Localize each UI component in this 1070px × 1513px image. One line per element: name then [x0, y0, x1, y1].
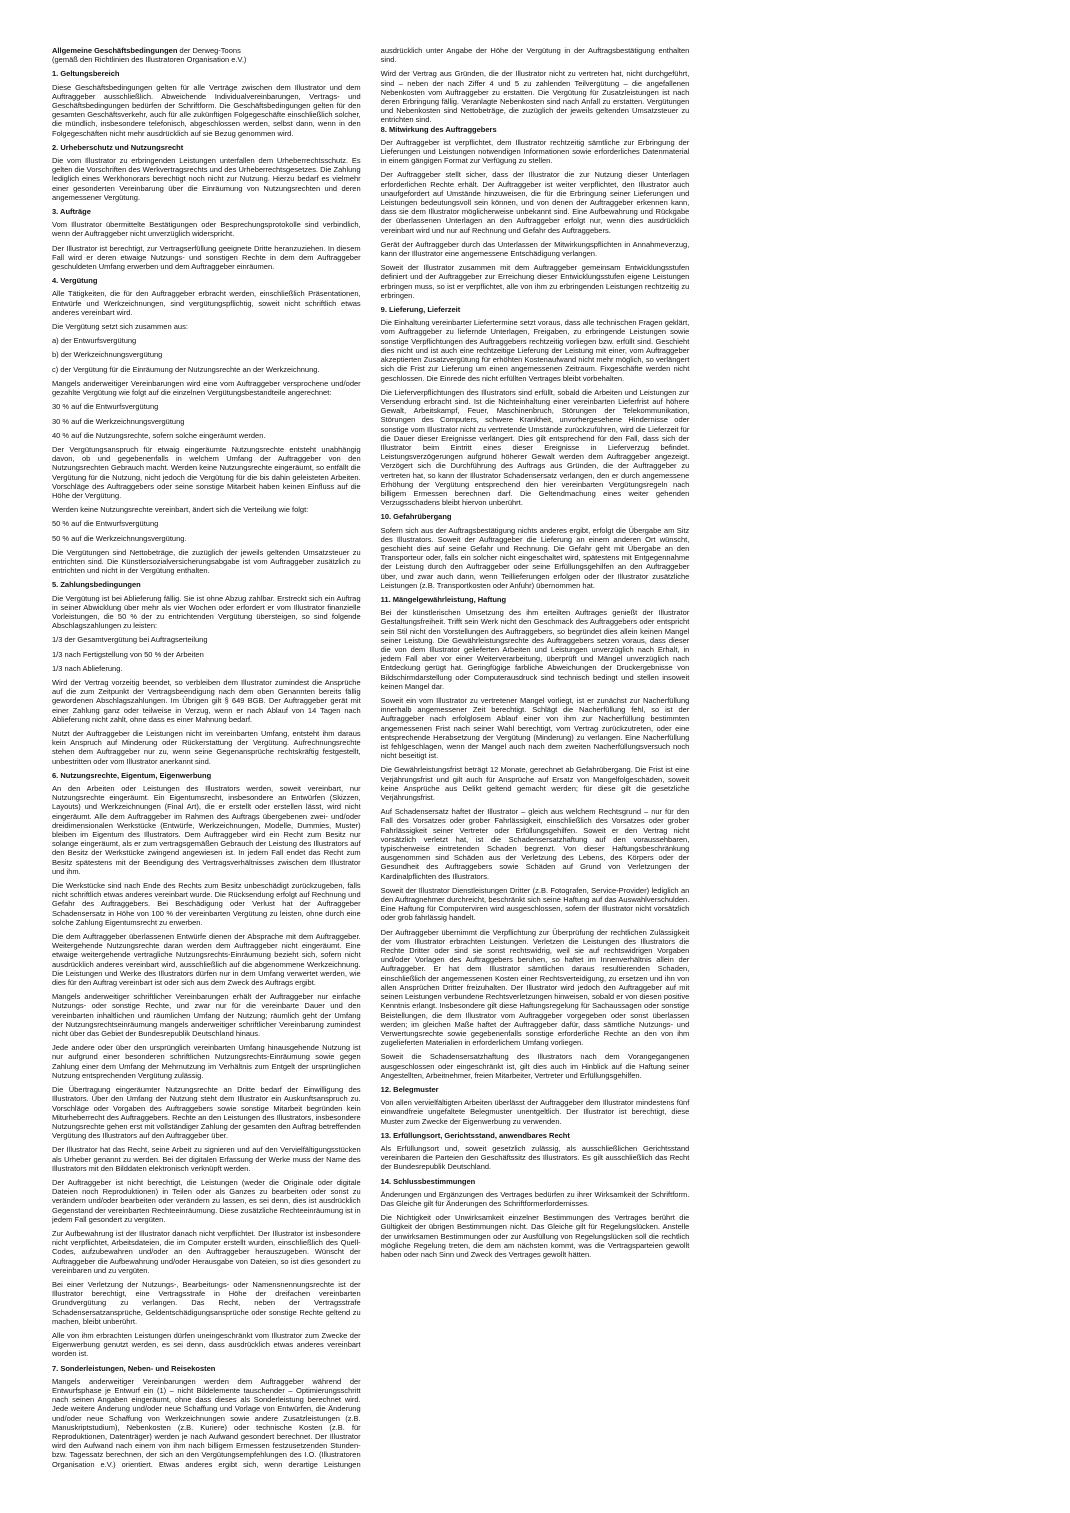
section-heading: 12. Belegmuster: [380, 1084, 439, 1094]
section-paragraph: Soweit ein vom Illustrator zu vertretener Mangel vorliegt, ist er zunächst zur Nacherfüllung innerhalb angemessener Zeit berechtigt. Schlägt die Nacherfüllung fehl, so ist der Auftraggeber nach erfolglosem Ablauf einer von ihm zur Nacherfüllung bestimmten angemessenen Frist nach seiner Wahl berechtigt, vom Vertrag zurückzutreten, oder eine entsprechende Herabsetzung der Vergütung (Minderung) zu verlangen. Eine Nacherfüllung ist fehlgeschlagen, wenn der Mangel auch nach dem zweiten Nacherfüllungsversuch noch nicht beseitigt ist.: [380, 696, 690, 761]
section-paragraph: Die Einhaltung vereinbarter Liefertermine setzt voraus, dass alle technischen Fragen geklärt, vom Auftraggeber zu liefernde Unterlagen, Freigaben, zu erbringende Leistungen sowie sonstige Verpflichtungen des Auftraggebers rechtzeitig vorliegen bzw. erfüllt sind. Geschieht dies nicht und ist auch eine rechtzeitige Lieferung der Leistung mit einer, vom Auftraggeber akzeptierten Zusatzvergütung für erhöhten Kostenaufwand nicht mehr möglich, so verlängert sich die Frist zur Lieferung um einen angemessenen Zeitraum. Fixgeschäfte werden nicht geschlossen. Die Einrede des nicht erfüllten Vertrages bleibt vorbehalten.: [380, 318, 690, 383]
section-paragraph: 30 % auf die Entwurfsvergütung: [52, 402, 159, 412]
document-title-main: Allgemeine Geschäftsbedingungen: [52, 46, 178, 55]
document-title-suffix: der Derweg-Toons: [179, 46, 241, 55]
section-heading: 9. Lieferung, Lieferzeit: [380, 305, 461, 315]
section: [381, 595, 690, 1080]
section-paragraph: Der Auftraggeber ist verpflichtet, dem Illustrator rechtzeitig sämtliche zur Erbringung der Lieferungen und Leistungen notwendigen Informationen sowie erforderliches Datenmaterial in einem gängigen Format zur Verfügung zu stellen.: [380, 137, 690, 166]
section-paragraph: Die Lieferverpflichtungen des Illustrators sind erfüllt, sobald die Arbeiten und Leistungen zur Versendung erbracht sind. Ist die Nichteinhaltung einer vereinbarten Lieferfrist auf höhere Gewalt, Arbeitskampf, Feuer, Maschinenbruch, Störungen der Telekommunikation, Störungen des Computers, schwere Krankheit, unvorhergesehene Hindernisse oder sonstige vom Illustrator nicht zu vertretende Umstände zurückzuführen, wird die Lieferzeit für die Dauer dieser Ereignisse verlängert. Dies gilt entsprechend für den Fall, dass sich der Illustrator beim Eintritt eines dieser Ereignisse in Lieferverzug befindet. Leistungsverzögerungen aufgrund höherer Gewalt werden dem Auftraggeber angezeigt. Verzögert sich die Durchführung des Auftrags aus Gründen, die der Auftraggeber zu vertreten hat, so kann der Illustrator Schadensersatz verlangen, den er durch angemessene Erhöhung der Vergütung entsprechend den hier vereinbarten Vergütungsregeln nach billigem Ermessen berechnen darf. Die Geltendmachung eines weiter gehenden Verzugsschadens bleibt hiervon unberührt.: [380, 387, 690, 508]
section-paragraph: 1/3 nach Ablieferung.: [52, 663, 123, 673]
section: [52, 580, 361, 765]
section: [52, 276, 361, 575]
section-paragraph: Diese Geschäftsbedingungen gelten für alle Verträge zwischen dem Illustrator und dem Auftraggeber ausschließlich. Abweichende Individualvereinbarungen, Vertrags- und Geschäftsbedingungen bedürfen der Schriftform. Die Geschäftsbedingungen gelten für den gesamten Geschäftsverkehr, auch für alle zukünftigen Folgegeschäfte einschließlich solcher, die mündlich, insbesondere telefonisch, abgeschlossen werden, selbst dann, wenn in den Folgegeschäften nicht mehr ausdrücklich auf sie Bezug genommen wird.: [52, 82, 361, 138]
section-paragraph: 1/3 nach Fertigstellung von 50 % der Arbeiten: [52, 649, 204, 659]
section-paragraph: Sofern sich aus der Auftragsbestätigung nichts anderes ergibt, erfolgt die Übergabe am Sitz des Illustrators. Soweit der Auftraggeber die Lieferung an einem anderen Ort wünscht, geschieht dies auf seine Gefahr und Rechnung. Die Gefahr geht mit Übergabe an den Transporteur oder, falls ein solcher nicht eingeschaltet wird, spätestens mit Entgegennahme der Leistung durch den Auftraggeber oder seine Erfüllungsgehilfen an den Auftraggeber über, und zwar auch dann, wenn Teillieferungen erfolgen oder der Illustrator zusätzliche Leistungen (z.B. Transportkosten oder Anfuhr) übernommen hat.: [380, 525, 690, 590]
section-paragraph: Jede andere oder über den ursprünglich vereinbarten Umfang hinausgehende Nutzung ist nur aufgrund einer besonderen schriftlichen Nutzungsrechts-Einräumung sowie gegen Zahlung einer dem Umfang der Mehrnutzung im Verhältnis zum Entgelt der ursprünglichen Nutzung entsprechenden Vergütung zulässig.: [52, 1043, 361, 1080]
section-paragraph: 1/3 der Gesamtvergütung bei Auftragserteilung: [52, 635, 208, 645]
section: [52, 771, 361, 1359]
section-paragraph: Der Auftraggeber übernimmt die Verpflichtung zur Überprüfung der rechtlichen Zulässigkeit der vom Illustrator erbrachten Leistungen. Verletzen die Leistungen des Illustrators die Rechte Dritter oder sind sie sonst rechtswidrig, weil sie auf rechtswidrigen Vorgaben und/oder Vorlagen des Auftraggebers beruhen, so haftet im Innenverhältnis allein der Auftraggeber. Er hat dem Illustrator sämtlichen daraus resultierenden Schaden, einschließlich der angemessenen Kosten einer Rechtsverteidigung, zu ersetzen und ihn von allen Ansprüchen Dritter freizuhalten. Der Illustrator wird jedoch den Auftraggeber auf mit seinen Leistungen verbundene Rechtsverletzungen hinweisen, sobald er von diesen positive Kenntnis erlangt. Insbesondere gilt diese Haftungsregelung für Sachaussagen oder sonstige Beistellungen, die dem Illustrator vom Auftraggeber vorgegeben oder sonst überlassen werden; im gleichen Maße haftet der Auftraggeber dafür, dass sämtliche Nutzungs- und Verwertungsrechte sowie gegebenenfalls sonstige erforderliche Rechte an den von ihm zugelieferten Materialien in erforderlichem Umfang vorliegen.: [380, 927, 690, 1048]
section-paragraph: b) der Werkzeichnungsvergütung: [52, 350, 163, 360]
document-title: [52, 46, 361, 55]
section-paragraph: Wird der Vertrag aus Gründen, die der Illustrator nicht zu vertreten hat, nicht durchgeführt, sind – neben der nach Ziffer 4 und 5 zu zahlenden Teilvergütung – die angefallenen Nebenkosten vom Auftraggeber zu erstatten. Die Vergütung für Zusatzleistungen ist nach deren Erbringung fällig. Veranlagte Nebenkosten sind nach Anfall zu erstatten. Vergütungen und Nebenkosten sind Nettobeträge, die zuzüglich der jeweils geltenden Umsatzsteuer zu entrichten sind.: [380, 69, 690, 125]
agb-document: [52, 46, 1018, 1486]
section: [381, 1177, 690, 1260]
section-paragraph: Die dem Auftraggeber überlassenen Entwürfe dienen der Absprache mit dem Auftraggeber. Weitergehende Nutzungsrechte daran werden dem Auftraggeber nicht eingeräumt. Eine etwaige weitergehende vertragliche Nutzungsrechts-Einräumung bezieht sich, sofern nicht ausdrücklich anderes vereinbart wird, ausschließlich auf die abgenommene Werkzeichnung. Die Leistungen und Werke des Illustrators dürfen nur in dem Umfang verwertet werden, wie dies für den Auftrag vereinbart ist oder sich aus dem Zweck des Auftrags ergibt.: [52, 932, 361, 988]
section-paragraph: a) der Entwurfsvergütung: [52, 336, 137, 346]
section-paragraph: Der Vergütungsanspruch für etwaig eingeräumte Nutzungsrechte entsteht unabhängig davon, ob und gegebenenfalls in welchem Umfang der Auftraggeber von den Nutzungsrechten Gebrauch macht. Werden keine Nutzungsrechte eingeräumt, so entfällt die Vergütung für die Nutzung, nicht jedoch die Vergütung für die bis dahin geleisteten Arbeiten. Vorschläge des Auftraggebers oder seine sonstige Mitarbeit haben keinen Einfluss auf die Höhe der Vergütung.: [52, 444, 361, 500]
section-paragraph: 30 % auf die Werkzeichnungsvergütung: [52, 416, 185, 426]
section-paragraph: Vom Illustrator übermittelte Bestätigungen oder Besprechungsprotokolle sind verbindlich, wenn der Auftraggeber nicht unverzüglich widerspricht.: [52, 220, 361, 239]
section-paragraph: Gerät der Auftraggeber durch das Unterlassen der Mitwirkungspflichten in Annahmeverzug, kann der Illustrator eine angemessene Entschädigung verlangen.: [380, 239, 690, 259]
section-heading: 8. Mitwirkung des Auftraggebers: [380, 124, 497, 134]
section: [381, 512, 690, 590]
section-heading: 2. Urheberschutz und Nutzungsrecht: [52, 142, 184, 152]
section-paragraph: Auf Schadensersatz haftet der Illustrator – gleich aus welchem Rechtsgrund – nur für den Fall des Vorsatzes oder grober Fahrlässigkeit, einschließlich des Vorsatzes oder grober Fahrlässigkeit seiner Vertreter oder Erfüllungsgehilfen. Soweit er den Vertrag nicht vorsätzlich verletzt hat, ist die Schadensersatzhaftung auf den voraussehbaren, typischerweise eintretenden Schaden begrenzt. Von dieser Haftungsbeschränkung ausgenommen sind Schäden aus der Verletzung des Lebens, des Körpers oder der Gesundheit des Auftraggebers sowie Schäden auf Grund von Verletzungen der Kardinalpflichten des Illustrators.: [380, 807, 690, 881]
section-heading: 7. Sonderleistungen, Neben- und Reisekosten: [52, 1363, 216, 1373]
document-subtitle: (gemäß den Richtlinien des Illustratoren Organisation e.V.): [52, 55, 247, 65]
section-paragraph: Der Illustrator hat das Recht, seine Arbeit zu signieren und auf den Vervielfältigungsstücken als Urheber genannt zu werden. Bei der digitalen Erfassung der Werke muss der Name des Illustrators mit den Bilddaten elektronisch verknüpft werden.: [52, 1145, 361, 1173]
section-paragraph: 50 % auf die Werkzeichnungsvergütung.: [52, 533, 187, 543]
section-heading: 6. Nutzungsrechte, Eigentum, Eigenwerbung: [52, 770, 212, 780]
section-paragraph: Der Auftraggeber stellt sicher, dass der Illustrator die zur Nutzung dieser Unterlagen erforderlichen Rechte erhält. Der Auftraggeber ist weiter verpflichtet, den Illustrator auch unaufgefordert auf Umstände hinzuweisen, die für die Erbringung seiner Lieferungen und Leistungen bedeutungsvoll sein können, und von denen der Auftraggeber erkennen kann, dass sie dem Illustrator möglicherweise unbekannt sind. Eine Aufbewahrung und Rückgabe der überlassenen Unterlagen an den Auftraggeber erfolgt nur, wenn dies ausdrücklich vereinbart wird und nur auf Rechnung und Gefahr des Auftraggebers.: [380, 170, 690, 235]
section-paragraph: Der Illustrator ist berechtigt, zur Vertragserfüllung geeignete Dritte heranzuziehen. In diesem Fall wird er deren etwaige Nutzungs- und sonstigen Rechte in dem dem Auftraggeber geschuldeten Umfang erwerben und dem Auftraggeber einräumen.: [52, 243, 361, 272]
section-paragraph: Die Übertragung eingeräumter Nutzungsrechte an Dritte bedarf der Einwilligung des Illustrators. Über den Umfang der Nutzung steht dem Illustrator ein Auskunftsanspruch zu. Vorschläge oder Vorgaben des Auftraggebers sowie sonstige Mitarbeit begründen kein Miturheberrecht des Auftraggebers. Rechte an den Leistungen des Illustrators, insbesondere Nutzungsrechte gehen erst mit vollständiger Zahlung der gesamten den Auftrag betreffenden Vergütung des Illustrators auf den Auftraggeber über.: [52, 1085, 361, 1141]
section-paragraph: Soweit der Illustrator Dienstleistungen Dritter (z.B. Fotografen, Service-Provider) lediglich an den Auftragnehmer durchreicht, beschränkt sich seine Haftung auf das Auswahlverschulden. Eine Haftung für Computerviren wird ausgeschlossen, sofern der Illustrator nicht vorsätzlich oder grob fahrlässig handelt.: [380, 885, 690, 923]
section-paragraph: Bei einer Verletzung der Nutzungs-, Bearbeitungs- oder Namensnennungsrechte ist der Illustrator berechtigt, eine Vertragsstrafe in Höhe der dreifachen vereinbarten Grundvergütung zu verlangen. Das Recht, neben der Vertragsstrafe Schadensersatzansprüche, Geldentschädigungsansprüche oder sonstige Rechte geltend zu machen, bleibt unberührt.: [52, 1279, 361, 1326]
section-paragraph: Die Gewährleistungsfrist beträgt 12 Monate, gerechnet ab Gefahrübergang. Die Frist ist eine Verjährungsfrist und gilt auch für Ansprüche auf Ersatz von Mangelfolgeschäden, soweit keine Ansprüche aus Delikt geltend gemacht werden; für diese gilt die gesetzliche Verjährungsfrist.: [380, 765, 690, 803]
section-paragraph: Die Vergütung ist bei Ablieferung fällig. Sie ist ohne Abzug zahlbar. Erstreckt sich ein Auftrag in seiner Abwicklung über mehr als vier Wochen oder erfordert er vom Illustrator finanzielle Vorleistungen, die 50 % der zu entrichtenden Vergütung übersteigen, so sind folgende Abschlagszahlungen zu leisten:: [52, 593, 361, 631]
section-paragraph: Die Vergütung setzt sich zusammen aus:: [52, 322, 188, 332]
section: [381, 305, 690, 507]
section-paragraph: c) der Vergütung für die Einräumung der Nutzungsrechte an der Werkzeichnung.: [52, 364, 320, 374]
section-paragraph: Die Vergütungen sind Nettobeträge, die zuzüglich der jeweils geltenden Umsatzsteuer zu entrichten sind. Die Künstlersozialversicherungsabgabe ist vom Auftraggeber zusätzlich zu entrichten und nicht in der Vergütung enthalten.: [52, 547, 361, 576]
section-heading: 4. Vergütung: [52, 276, 98, 286]
section-heading: 14. Schlussbestimmungen: [380, 1176, 476, 1186]
section: [52, 143, 361, 202]
section-paragraph: Soweit die Schadensersatzhaftung des Illustrators nach dem Vorangegangenen ausgeschlossen oder eingeschränkt ist, gilt dies auch im Hinblick auf die Haftung seiner Angestellten, Arbeitnehmer, freien Mitarbeiter, Vertreter und Erfüllungsgehilfen.: [380, 1052, 690, 1080]
section-paragraph: Mangels anderweitiger schriftlicher Vereinbarungen erhält der Auftraggeber nur einfache Nutzungs- oder sonstige Rechte, und zwar nur für die vereinbarte Dauer und den vereinbarten inhaltlichen und räumlichen Umfang der Nutzung; räumlich geht der Umfang der Nutzungsrechtseinräumung mangels anderweitiger schriftlicher Vereinbarung zumindest nicht über das Gebiet der Bundesrepublik Deutschland hinaus.: [52, 992, 361, 1039]
section-paragraph: Die Werkstücke sind nach Ende des Rechts zum Besitz unbeschädigt zurückzugeben, falls nicht schriftlich etwas anderes vereinbart wurde. Die Rücksendung erfolgt auf Rechnung und Gefahr des Auftraggebers. Bei Beschädigung oder Verlust hat der Auftraggeber Schadensersatz in Höhe von 100 % der vereinbarten Vergütung zu leisten, ohne durch eine solche Zahlung Eigentumsrecht zu erwerben.: [52, 881, 361, 927]
section-paragraph: Als Erfüllungsort und, soweit gesetzlich zulässig, als ausschließlichen Gerichtsstand vereinbaren die Parteien den Geschäftssitz des Illustrators. Es gilt ausschließlich das Recht der Bundesrepublik Deutschland.: [380, 1143, 690, 1172]
section-paragraph: 50 % auf die Entwurfsvergütung: [52, 519, 159, 529]
section-paragraph: Wird der Vertrag vorzeitig beendet, so verbleiben dem Illustrator zumindest die Ansprüche auf die zum Zeitpunkt der Vertragsbeendigung nach dem oben Genannten bereits fällig gewordenen Abschlagszahlungen. Im Übrigen gilt § 649 BGB. Der Auftraggeber gerät mit einer Zahlung ganz oder teilweise in Verzug, wenn er nach Ablauf von 14 Tagen nach Ablieferung nicht zahlt, ohne dass es einer Mahnung bedarf.: [52, 677, 361, 724]
section-paragraph: Alle Tätigkeiten, die für den Auftraggeber erbracht werden, einschließlich Präsentationen, Entwürfe und Werkzeichnungen, sind vergütungspflichtig, soweit nicht schriftlich etwas anderes vereinbart wird.: [52, 289, 361, 317]
section-paragraph: Mangels anderweitiger Vereinbarungen werden dem Auftraggeber während der Entwurfsphase je Entwurf ein (1) – nicht Bildelemente tauschender – Optimierungsschritt nach seinen Angaben eingeräumt, ohne dass dieses als Sonderleistung berechnet wird. Jede weitere Änderung und/oder neue Schaffung und Vorlage von Entwürfen, die Änderung und/oder neue Schaffung von Werkzeichnungen sowie andere Zusatzleistungen (z.B. Manuskriptstudium), Nebenkosten (z.B. Kuriere) oder technische Kosten (z.B. für Reproduktionen, Datenträger) werden je nach Aufwand gesondert berechnet. Der Illustrator wird den Aufwand nach einem von ihm nach billigem Ermessen festzusetzenden Stunden- bzw. Tagessatz berechnen, der sich an den Vergütungsempfehlungen des I.O. (Illustratoren Organisation e.V.) orientiert. Etwas anderes ergibt sich, wenn derartige Leistungen ausdrücklich unter Angabe der Höhe der Vergütung in der Auftragsbestätigung enthalten sind.: [52, 46, 690, 1469]
section-paragraph: Alle von ihm erbrachten Leistungen dürfen uneingeschränkt vom Illustrator zum Zwecke der Eigenwerbung genutzt werden, es sei denn, dass ausdrücklich etwas anderes vereinbart worden ist.: [52, 1330, 361, 1359]
section-paragraph: Von allen vervielfältigten Arbeiten überlässt der Auftraggeber dem Illustrator mindestens fünf einwandfreie ungefaltete Belegmuster unentgeltlich. Der Illustrator ist berechtigt, diese Muster zum Zwecke der Eigenwerbung zu verwenden.: [380, 1098, 690, 1126]
sections-container: [52, 46, 689, 1486]
section-heading: 1. Geltungsbereich: [52, 69, 120, 79]
section: [381, 1085, 690, 1126]
section-paragraph: Die vom Illustrator zu erbringenden Leistungen unterfallen dem Urheberrechtsschutz. Es gelten die Vorschriften des Werkvertragsrechts und des Urheberrechtsgesetzes. Die Zahlung lediglich eines Werkhonorars berechtigt noch nicht zur Nutzung. Hierzu bedarf es vielmehr einer gesonderten Vereinbarung über die Einräumung von Nutzungsrechten und deren angemessener Vergütung.: [52, 156, 361, 202]
section-paragraph: Der Auftraggeber ist nicht berechtigt, die Leistungen (weder die Originale oder digitale Dateien noch Reproduktionen) in Teilen oder als Ganzes zu bearbeiten oder sonst zu verändern und/oder bearbeiten oder verändern zu lassen, es sei denn, dies ist ausdrücklich Gegenstand der vereinbarten Rechteeinräumung. Diese zusätzliche Rechteeinräumung ist in jedem Fall gesondert zu vergüten.: [52, 1177, 361, 1224]
section-paragraph: Änderungen und Ergänzungen des Vertrages bedürfen zu ihrer Wirksamkeit der Schriftform. Das Gleiche gilt für Änderungen des Schriftformerfordernisses.: [380, 1189, 690, 1208]
section-paragraph: An den Arbeiten oder Leistungen des Illustrators werden, soweit vereinbart, nur Nutzungsrechte eingeräumt. Ein Eigentumsrecht, insbesondere an Entwürfen (Skizzen, Layouts) und Werkzeichnungen (Final Art), die er erstellt oder erstellen lässt, wird nicht eingeräumt. Alle dem Auftraggeber im Rahmen des Auftrags übergebenen zwei- und/oder dreidimensionalen Werkstücke (Entwürfe, Werkzeichnungen, Modelle, Dummies, Muster) bleiben im Eigentum des Illustrators. Dem Auftraggeber wird ein Recht zum Besitz nur solange eingeräumt, als er zum vertragsgemäßen Gebrauch der Leistung des Illustrators auf den Besitz der Werkstücke zwingend angewiesen ist. In jedem Fall endet das Recht zum Besitz spätestens mit der Beendigung des Vertragsverhältnisses zwischen dem Illustrator und ihm.: [52, 784, 361, 876]
section: [381, 125, 690, 300]
section-paragraph: Soweit der Illustrator zusammen mit dem Auftraggeber gemeinsam Entwicklungsstufen definiert und der Auftraggeber zur Erreichung dieser Entwicklungsstufen eigene Leistungen erbringen muss, so ist er verpflichtet, alle von ihm zu erbringenden Leistungen rechtzeitig zu erbringen.: [380, 263, 690, 300]
section-paragraph: Nutzt der Auftraggeber die Leistungen nicht im vereinbarten Umfang, entsteht ihm daraus kein Anspruch auf Minderung oder Rückerstattung der Vergütung. Aufrechnungsrechte stehen dem Auftraggeber nur zu, wenn seine Gegenansprüche rechtskräftig festgestellt, unbestritten oder vom Illustrator anerkannt sind.: [52, 728, 361, 766]
section: [381, 1131, 690, 1172]
section-heading: 5. Zahlungsbedingungen: [52, 580, 141, 590]
section-heading: 10. Gefahrübergang: [380, 512, 452, 522]
section: [52, 207, 361, 271]
section: [52, 69, 361, 137]
section-paragraph: Mangels anderweitiger Vereinbarungen wird eine vom Auftraggeber versprochene und/oder gezahlte Vergütung wie folgt auf die einzelnen Vergütungsbestandteile angerechnet:: [52, 378, 361, 398]
section-paragraph: 40 % auf die Nutzungsrechte, sofern solche eingeräumt werden.: [52, 430, 266, 440]
section-paragraph: Die Nichtigkeit oder Unwirksamkeit einzelner Bestimmungen des Vertrages berührt die Gültigkeit der übrigen Bestimmungen nicht. Das Gleiche gilt für Regelungslücken. Anstelle der unwirksamen Bestimmungen oder zur Ausfüllung von Regelungslücken soll die rechtlich mögliche Regelung treten, die dem am nächsten kommt, was die Vertragsparteien gewollt haben oder nach Sinn und Zweck des Vertrages gewollt hätten.: [380, 1213, 690, 1259]
section-heading: 13. Erfüllungsort, Gerichtsstand, anwendbares Recht: [380, 1130, 570, 1140]
section-heading: 3. Aufträge: [52, 207, 91, 217]
section-paragraph: Werden keine Nutzungsrechte vereinbart, ändert sich die Verteilung wie folgt:: [52, 505, 309, 515]
section-heading: 11. Mängelgewährleistung, Haftung: [380, 594, 507, 604]
section-paragraph: Bei der künstlerischen Umsetzung des ihm erteilten Auftrages genießt der Illustrator Gestaltungsfreiheit. Trifft sein Werk nicht den Geschmack des Auftraggebers oder entspricht sein Stil nicht den Vorstellungen des Auftraggebers, so begründet dies allein keinen Mangel seiner Leistung. Die Gewährleistungsrechte des Auftraggebers setzen voraus, dass dieser die von dem Illustrator gelieferten Arbeiten und Leistungen unverzüglich nach Erhalt, in jedem Fall aber vor einer Weiterverarbeitung, überprüft und Mängel unverzüglich nach Entdeckung gerügt hat. Geringfügige farbliche Abweichungen der Druckergebnisse von Bildschirmdarstellung oder Computerausdruck sind technisch bedingt und stellen insoweit keinen Mangel dar.: [380, 608, 690, 691]
section-paragraph: Zur Aufbewahrung ist der Illustrator danach nicht verpflichtet. Der Illustrator ist insbesondere nicht verpflichtet, Arbeitsdateien, die im Computer erstellt wurden, einschließlich des Quell-Codes, aufzubewahren und/oder an den Auftraggeber herauszugeben. Wünscht der Auftraggeber die Aufbewahrung und/oder Herausgabe von Dateien, so ist dies gesondert zu vereinbaren und zu vergüten.: [52, 1228, 361, 1275]
